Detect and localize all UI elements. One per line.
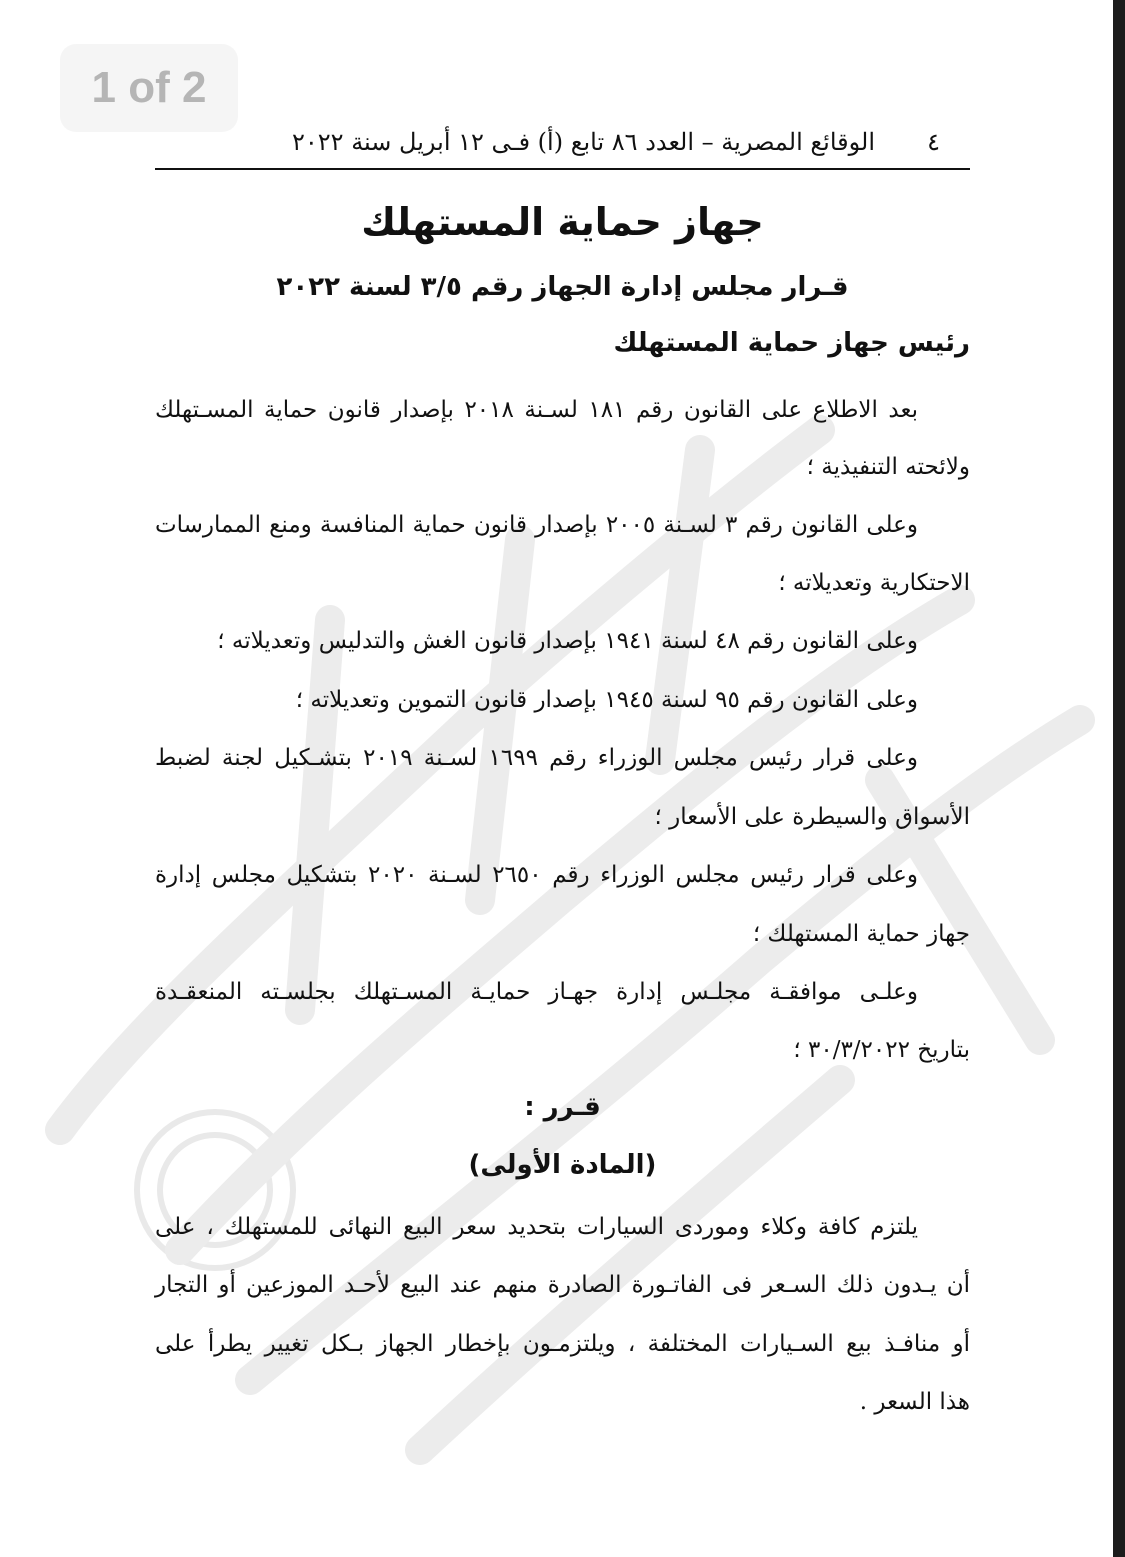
- preamble-line: ولائحته التنفيذية ؛: [806, 454, 970, 480]
- article-heading: (المادة الأولى): [468, 1150, 657, 1180]
- seal-emblem: [137, 1112, 293, 1268]
- preamble-line: وعلى القانون رقم ٣ لسـنة ٢٠٠٥ بإصدار قانون حماية المنافسة ومنع الممارسات: [155, 512, 918, 538]
- page-counter-badge: 1 of 2: [60, 44, 238, 132]
- article-line: أن يـدون ذلك السـعر فى الفاتـورة الصادرة منهم عند البيع لأحـد الموزعين أو التجار: [155, 1272, 970, 1298]
- preamble-line: بعد الاطلاع على القانون رقم ١٨١ لسـنة ٢٠١٨ بإصدار قانون حماية المسـتهلك: [155, 397, 918, 423]
- preamble-line: وعلى قرار رئيس مجلس الوزراء رقم ١٦٩٩ لسـنة ٢٠١٩ بتشـكيل لجنة لضبط: [155, 745, 918, 771]
- article-line: يلتزم كافة وكلاء وموردى السيارات بتحديد سعر البيع النهائى للمستهلك ، على: [155, 1214, 918, 1240]
- article-line: هذا السعر .: [859, 1389, 970, 1415]
- preamble-line: الأسواق والسيطرة على الأسعار ؛: [654, 804, 970, 830]
- preamble-line: وعلـى موافقـة مجلـس إدارة جهـاز حمايـة المسـتهلك بجلسـته المنعقـدة: [155, 979, 918, 1005]
- gazette-header-text: الوقائع المصرية – العدد ٨٦ تابع (أ) فـى ١٢ أبريل سنة ٢٠٢٢: [292, 128, 875, 156]
- preamble-line: وعلى القانون رقم ٩٥ لسنة ١٩٤٥ بإصدار قانون التموين وتعديلاته ؛: [295, 687, 918, 713]
- decree-subtitle: قـرار مجلس إدارة الجهاز رقم ٣/٥ لسنة ٢٠٢٢: [276, 272, 849, 302]
- preamble-line: الاحتكارية وتعديلاته ؛: [778, 570, 970, 596]
- issuer-line: رئيس جهاز حماية المستهلك: [613, 328, 970, 358]
- page-number: ٤: [927, 128, 940, 156]
- decided-heading: قـرر :: [524, 1092, 601, 1122]
- preamble-line: وعلى قرار رئيس مجلس الوزراء رقم ٢٦٥٠ لسـنة ٢٠٢٠ بتشكيل مجلس إدارة: [155, 862, 918, 888]
- viewer-edge: [1113, 0, 1125, 1557]
- document-title: جهاز حماية المستهلك: [361, 200, 764, 244]
- preamble-line: بتاريخ ٣٠/٣/٢٠٢٢ ؛: [793, 1037, 970, 1063]
- header-divider: [155, 168, 970, 170]
- preamble-line: جهاز حماية المستهلك ؛: [752, 921, 970, 947]
- preamble-line: وعلى القانون رقم ٤٨ لسنة ١٩٤١ بإصدار قانون الغش والتدليس وتعديلاته ؛: [217, 628, 918, 654]
- running-header: [155, 120, 970, 170]
- article-line: أو منافـذ بيع السـيارات المختلفة ، ويلتزمـون بإخطار الجهاز بـكل تغيير يطرأ على: [155, 1331, 970, 1357]
